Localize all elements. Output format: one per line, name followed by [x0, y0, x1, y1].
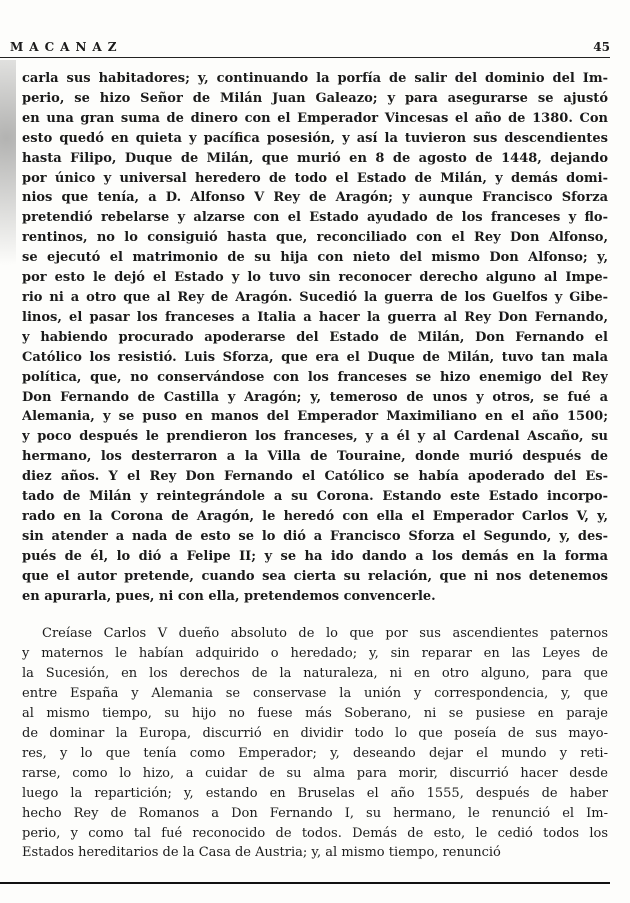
- text-line: diez años. Y el Rey Don Fernando el Católico se había apoderado del Es-: [22, 469, 608, 485]
- text-line: perio, se hizo Señor de Milán Juan Galeazo; y para asegurarse se ajustó: [22, 90, 608, 106]
- text-line: rado en la Corona de Aragón, le heredó con ella el Emperador Carlos V, y,: [22, 508, 608, 524]
- text-line: carla sus habitadores; y, continuando la porfía de salir del dominio del Im-: [22, 71, 608, 86]
- text-line: linos, el pasar los franceses a Italia a hacer la guerra al Rey Don Fernando,: [22, 309, 608, 325]
- text-line: rio ni a otro que al Rey de Aragón. Sucedió la guerra de los Guelfos y Gibe-: [22, 289, 608, 305]
- body-text: [22, 69, 608, 863]
- text-line: res, y lo que tenía como Emperador; y, deseando dejar el mundo y reti-: [22, 745, 608, 761]
- text-line: de dominar la Europa, discurrió en dividir todo lo que poseía de sus mayo-: [22, 726, 608, 741]
- footer-rule: [0, 882, 610, 884]
- text-line: al mismo tiempo, su hijo no fuese más Soberano, ni se pusiese en paraje: [22, 706, 608, 722]
- paragraph-2: [22, 624, 608, 863]
- text-line: que el autor pretende, cuando sea cierta su relación, que ni nos detenemos: [22, 568, 608, 584]
- text-line: hasta Filipo, Duque de Milán, que murió en 8 de agosto de 1448, dejando: [22, 150, 608, 166]
- text-line: en una gran suma de dinero con el Emperador Vincesas el año de 1380. Con: [22, 110, 608, 126]
- paragraph-1: [22, 69, 608, 606]
- text-line: Alemania, y se puso en manos del Emperador Maximiliano en el año 1500;: [22, 409, 608, 425]
- text-line: por único y universal heredero de todo el Estado de Milán, y demás domi-: [22, 170, 608, 186]
- running-title: MACANAZ: [10, 40, 123, 54]
- text-line: Estados hereditarios de la Casa de Austria; y, al mismo tiempo, renunció: [22, 845, 501, 861]
- text-line: luego la repartición; y, estando en Bruselas el año 1555, después de haber: [22, 785, 608, 801]
- text-line: entre España y Alemania se conservase la unión y correspondencia, y, que: [22, 686, 608, 702]
- text-line: Creíase Carlos V dueño absoluto de lo que por sus ascendientes paternos: [42, 626, 608, 642]
- page-number: 45: [593, 40, 610, 54]
- text-line: rarse, como lo hizo, a cuidar de su alma para morir, discurrió hacer desde: [22, 765, 608, 781]
- text-line: se ejecutó el matrimonio de su hija con nieto del mismo Don Alfonso; y,: [22, 250, 608, 266]
- text-line: rentinos, no lo consiguió hasta que, reconciliado con el Rey Don Alfonso,: [22, 230, 608, 246]
- text-line: política, que, no conservándose con los franceses se hizo enemigo del Rey: [22, 369, 608, 385]
- text-line: pretendió rebelarse y alzarse con el Estado ayudado de los franceses y flo-: [22, 210, 608, 226]
- text-line: Católico los resistió. Luis Sforza, que era el Duque de Milán, tuvo tan mala: [22, 349, 608, 365]
- text-line: esto quedó en quieta y pacífica posesión, y así la tuvieron sus descendientes: [22, 130, 608, 146]
- text-line: por esto le dejó el Estado y lo tuvo sin reconocer derecho alguno al Impe-: [22, 270, 608, 286]
- text-line: y maternos le habían adquirido o heredado; y, sin reparar en las Leyes de: [22, 646, 608, 662]
- text-line: perio, y como tal fué reconocido de todos. Demás de esto, le cedió todos los: [22, 825, 608, 841]
- text-line: sin atender a nada de esto se lo dió a Francisco Sforza el Segundo, y, des-: [22, 528, 608, 544]
- text-line: tado de Milán y reintegrándole a su Corona. Estando este Estado incorpo-: [22, 489, 608, 505]
- text-line: la Sucesión, en los derechos de la naturaleza, ni en otro alguno, para que: [22, 666, 608, 682]
- page-header: [10, 34, 610, 54]
- text-line: hermano, los desterraron a la Villa de Touraine, donde murió después de: [22, 449, 608, 465]
- scan-margin-speckle: [0, 60, 16, 320]
- text-line: pués de él, lo dió a Felipe II; y se ha ido dando a los demás en la forma: [22, 548, 608, 564]
- text-line: y habiendo procurado apoderarse del Estado de Milán, Don Fernando el: [22, 329, 608, 345]
- text-line: Don Fernando de Castilla y Aragón; y, temeroso de unos y otros, se fué a: [22, 389, 608, 405]
- text-line: nios que tenía, a D. Alfonso V Rey de Aragón; y aunque Francisco Sforza: [22, 190, 608, 206]
- text-line: y poco después le prendieron los franceses, y a él y al Cardenal Ascaño, su: [22, 429, 608, 445]
- header-rule: [0, 57, 610, 58]
- text-line: hecho Rey de Romanos a Don Fernando I, su hermano, le renunció el Im-: [22, 805, 608, 821]
- text-line: en apurarla, pues, ni con ella, pretendemos convencerle.: [22, 588, 436, 604]
